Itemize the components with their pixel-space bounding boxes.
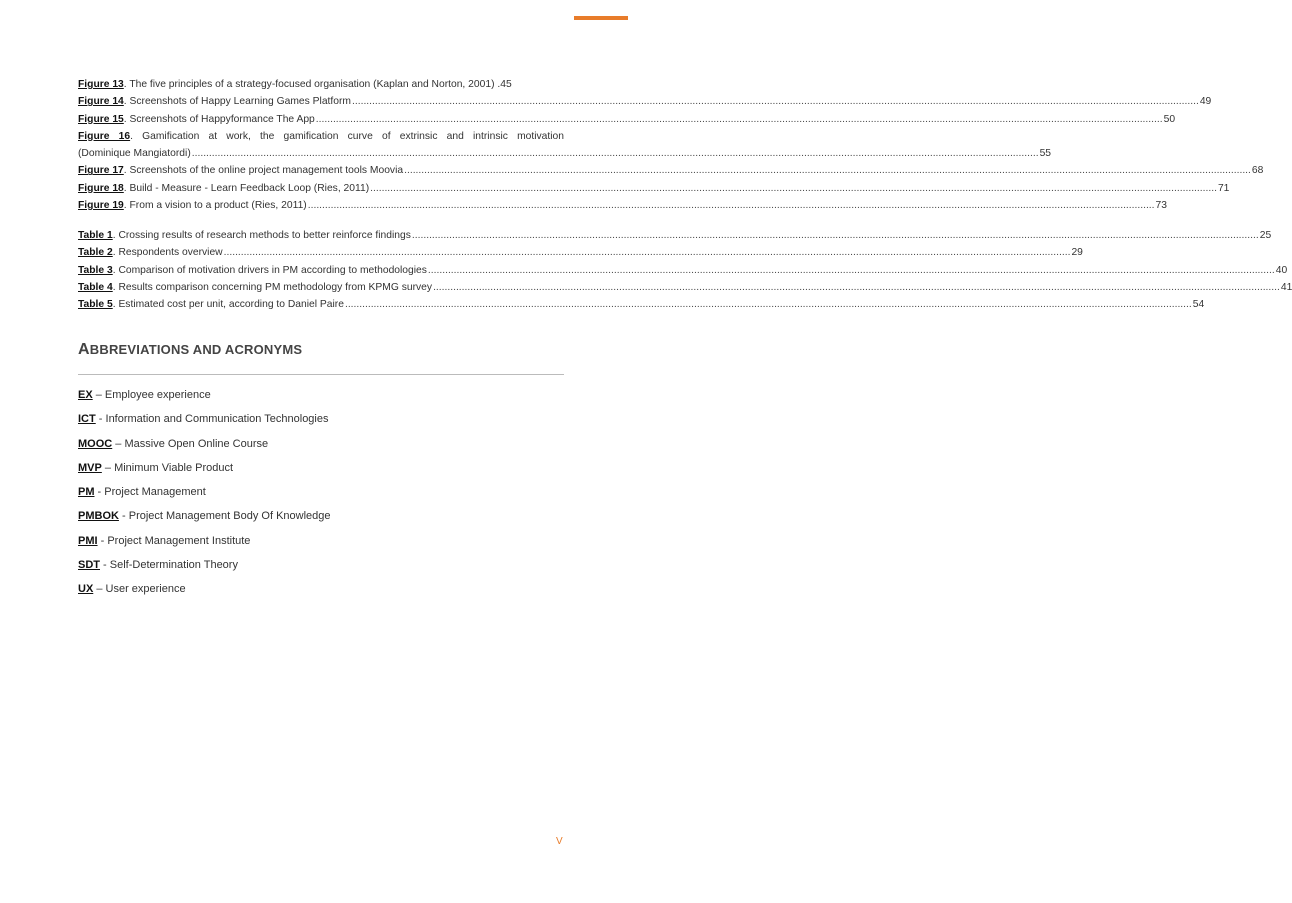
table-entry[interactable] [78,244,1083,261]
table-ref: Table 3 [78,264,113,276]
figure-ref: Figure 17 [78,165,124,177]
leader-dots [224,244,1071,261]
abbreviation-item [78,407,564,431]
abbreviation-key: PM [78,486,95,499]
leader-dots [192,145,1039,162]
abbreviation-desc: – User experience [93,583,186,596]
figure-ref: Figure 13 [78,79,124,90]
table-entry[interactable] [78,296,1205,313]
abbreviation-key: ICT [78,413,96,426]
abbreviation-key: SDT [78,559,100,572]
abbreviation-key: PMBOK [78,510,119,523]
table-entry[interactable] [78,227,1272,244]
page-number: V [556,836,563,847]
abbreviation-item [78,383,564,407]
abbreviation-item [78,456,564,480]
leader-dots [308,197,1155,214]
table-title: . Respondents overview [112,247,223,259]
abbreviations-heading [78,341,564,359]
abbreviation-item [78,553,564,577]
abbreviation-item [78,432,564,456]
heading-rule [78,374,564,375]
leader-dots [352,93,1199,110]
abbreviation-key: UX [78,583,94,596]
leader-dots [412,227,1259,244]
leader-dots [404,162,1251,179]
figure-page: 68 [1251,165,1264,177]
table-entry[interactable] [78,262,1288,279]
figure-title: . The five principles of a strategy-focused organisation (Kaplan and Norton, 2001) . [123,79,501,90]
figure-entry[interactable] [78,180,1230,197]
abbreviation-key: EX [78,389,93,401]
table-entry[interactable] [78,279,1292,296]
figure-entry-first-line[interactable] [78,128,564,145]
table-ref: Table 1 [78,230,113,241]
figure-title: . From a vision to a product (Ries, 2011) [123,200,307,212]
table-title: . Crossing results of research methods to better reinforce findings [112,230,411,241]
abbreviation-desc: - Project Management Institute [97,534,251,547]
figure-page: 49 [1199,96,1212,108]
figure-entry[interactable] [78,76,564,93]
heading-initial: A [78,341,90,358]
table-title: . Results comparison concerning PM methodology from KPMG survey [112,281,433,293]
heading-rest: BBREVIATIONS AND ACRONYMS [89,342,303,357]
leader-dots [345,296,1192,313]
figure-page: 55 [1039,148,1052,160]
table-title: . Comparison of motivation drivers in PM according to methodologies [112,264,427,276]
abbreviation-item [78,480,564,504]
figure-page: 73 [1155,200,1168,212]
figure-page: 71 [1217,182,1230,194]
table-page: 25 [1259,230,1272,241]
table-page: 41 [1280,281,1292,293]
leader-dots [428,262,1275,279]
abbreviation-desc: – Massive Open Online Course [112,437,269,450]
abbreviation-item [78,529,564,553]
abbreviation-item [78,504,564,528]
abbreviation-key: MVP [78,461,102,474]
abbreviation-desc: – Employee experience [92,389,211,401]
table-page: 40 [1275,264,1288,276]
list-of-tables [78,227,1292,313]
abbreviations-list [78,383,564,602]
table-ref: Table 5 [78,299,113,311]
figure-ref: Figure 18 [78,182,124,194]
table-page: 54 [1192,299,1205,311]
table-ref: Table 2 [78,247,113,259]
table-ref: Table 4 [78,281,113,293]
abbreviation-desc: – Minimum Viable Product [101,461,234,474]
figure-title-continued: (Dominique Mangiatordi) [78,148,191,160]
abbreviation-desc: - Project Management Body Of Knowledge [118,510,331,523]
figure-entry[interactable] [78,111,1176,128]
figure-page: 45 [500,79,512,90]
abbreviation-key: PMI [78,534,98,547]
abbreviation-desc: - Self-Determination Theory [100,559,238,572]
table-title: . Estimated cost per unit, according to Daniel Paire [112,299,344,311]
figure-page: 50 [1163,113,1176,125]
figure-entry[interactable] [78,93,1212,110]
figure-title: . Build - Measure - Learn Feedback Loop (Ries, 2011) [123,182,370,194]
header-accent-bar [574,16,628,20]
leader-dots [370,180,1217,197]
leader-dots [316,111,1163,128]
figure-title: . Screenshots of Happy Learning Games Platform [123,96,351,108]
figure-ref: Figure 15 [78,113,124,125]
leader-dots [433,279,1280,296]
abbreviation-key: MOOC [78,437,113,450]
figure-ref: Figure 16 [78,130,131,142]
list-of-figures [78,76,1264,214]
abbreviation-desc: - Project Management [94,486,206,499]
figure-ref: Figure 19 [78,200,124,212]
abbreviation-item [78,577,564,601]
table-page: 29 [1071,247,1083,259]
figure-ref: Figure 14 [78,96,124,108]
figure-entry-continuation[interactable] [78,145,1052,162]
figure-title: . Screenshots of the online project management tools Moovia [123,165,404,177]
abbreviation-desc: - Information and Communication Technologies [95,413,329,426]
figure-entry[interactable] [78,197,1168,214]
figure-title: . Screenshots of Happyformance The App [123,113,315,125]
figure-title: . Gamification at work, the gamification curve of extrinsic and intrinsic motivation [130,130,565,142]
figure-entry[interactable] [78,162,1264,179]
